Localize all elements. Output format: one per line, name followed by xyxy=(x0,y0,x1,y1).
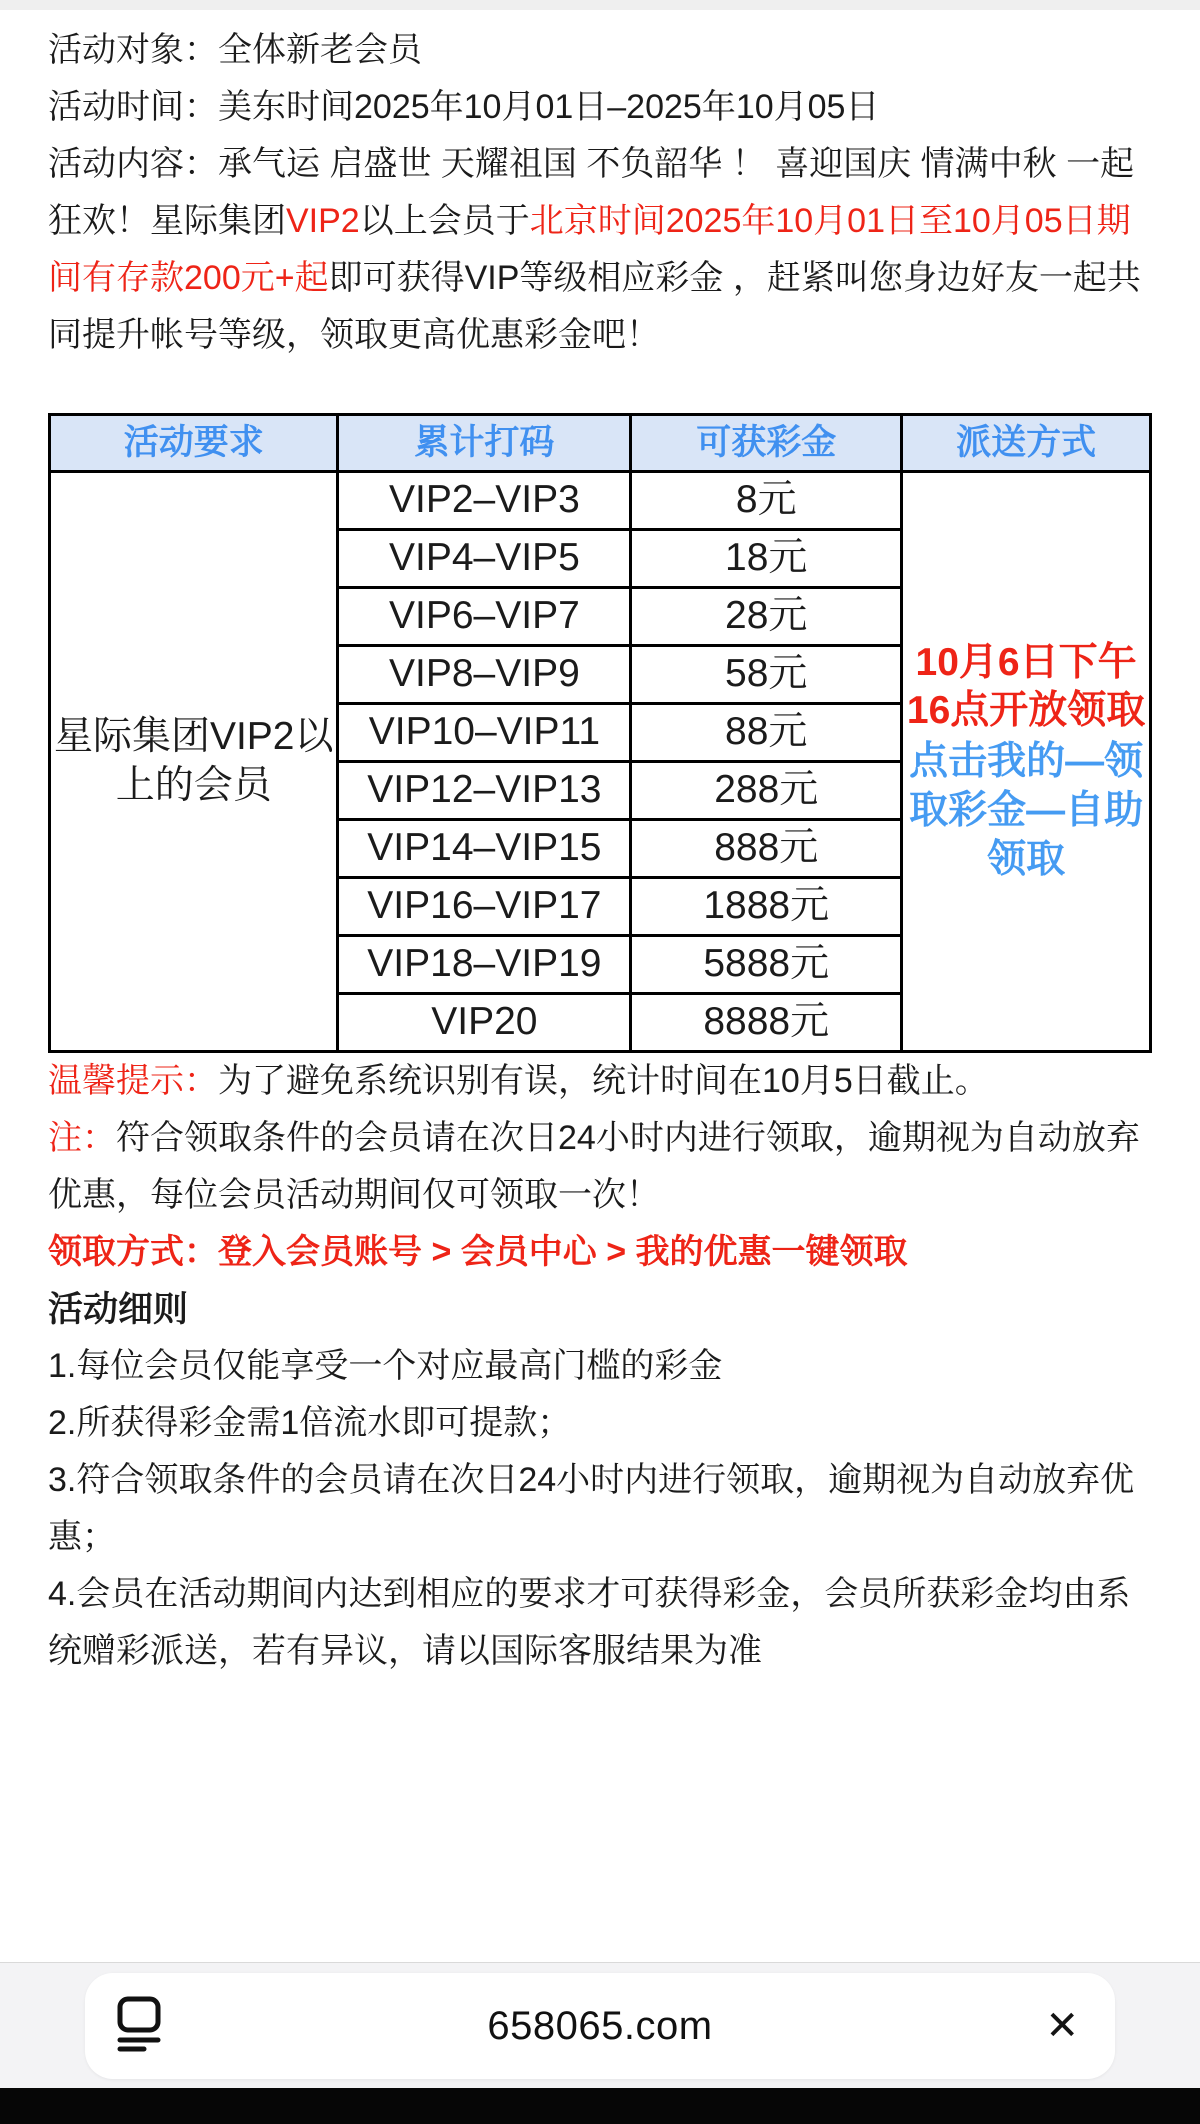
bonus-cell: 1888元 xyxy=(631,878,902,936)
address-bar[interactable] xyxy=(85,1973,1115,2079)
audience-line xyxy=(48,22,1152,79)
rule-item-2: 2.所获得彩金需1倍流水即可提款； xyxy=(48,1404,572,1442)
audience-text: 活动对象：全体新老会员 xyxy=(48,31,422,69)
vip-range-cell: VIP6–VIP7 xyxy=(338,588,631,646)
vip-range-cell: VIP10–VIP11 xyxy=(338,704,631,762)
claim-method-line: 领取方式：登入会员账号 > 会员中心 > 我的优惠一键领取 xyxy=(48,1233,908,1271)
header-delivery: 派送方式 xyxy=(902,415,1151,472)
time-line xyxy=(48,79,1152,136)
note-text: 符合领取条件的会员请在次日24小时内进行领取，逾期视为自动放弃优惠，每位会员活动期间仅可领取一次！ xyxy=(48,1119,1140,1214)
note-label: 注： xyxy=(48,1119,116,1157)
note-line xyxy=(48,1110,1152,1224)
top-strip xyxy=(0,0,1200,10)
delivery-cell xyxy=(902,472,1151,1052)
close-icon[interactable]: ✕ xyxy=(1039,2000,1085,2052)
requirement-cell: 星际集团VIP2以上的会员 xyxy=(50,472,338,1052)
bonus-cell: 288元 xyxy=(631,762,902,820)
bonus-cell: 28元 xyxy=(631,588,902,646)
bonus-cell: 888元 xyxy=(631,820,902,878)
rules-list xyxy=(48,1338,1152,1680)
rule-item-4: 4.会员在活动期间内达到相应的要求才可获得彩金，会员所获彩金均由系统赠彩派送，若有异议，请以国际客服结果为准 xyxy=(48,1575,1131,1670)
delivery-red-text: 10月6日下午16点开放领取 xyxy=(906,640,1146,733)
table-row xyxy=(50,472,1151,530)
bonus-cell: 18元 xyxy=(631,530,902,588)
header-wager: 累计打码 xyxy=(338,415,631,472)
content-line xyxy=(48,136,1152,364)
bonus-cell: 8元 xyxy=(631,472,902,530)
vip-range-cell: VIP12–VIP13 xyxy=(338,762,631,820)
header-bonus: 可获彩金 xyxy=(631,415,902,472)
home-indicator-bar xyxy=(0,2088,1200,2124)
vip-range-cell: VIP4–VIP5 xyxy=(338,530,631,588)
rules-title: 活动细则 xyxy=(48,1290,189,1329)
vip-range-cell: VIP2–VIP3 xyxy=(338,472,631,530)
bonus-cell: 5888元 xyxy=(631,936,902,994)
warm-tip-label: 温馨提示： xyxy=(48,1062,218,1100)
promo-content xyxy=(0,10,1200,1680)
bonus-cell: 88元 xyxy=(631,704,902,762)
rule-item-3: 3.符合领取条件的会员请在次日24小时内进行领取，逾期视为自动放弃优惠； xyxy=(48,1461,1135,1556)
content-text-deposit: 北京时间2025年10月01日至10月05日期间有存款200元+起 xyxy=(48,202,1131,297)
table-header-row xyxy=(50,415,1151,472)
delivery-blue-text: 点击我的—领取彩金—自助领取 xyxy=(909,740,1144,881)
content-text-vip2: VIP2 xyxy=(286,202,360,240)
vip-range-cell: VIP8–VIP9 xyxy=(338,646,631,704)
content-text-2: 以上会员于 xyxy=(359,202,530,240)
url-text: 658065.com xyxy=(487,2003,713,2048)
vip-range-cell: VIP20 xyxy=(338,994,631,1052)
header-requirement: 活动要求 xyxy=(50,415,338,472)
vip-range-cell: VIP18–VIP19 xyxy=(338,936,631,994)
time-text: 活动时间：美东时间2025年10月01日–2025年10月05日 xyxy=(48,88,880,126)
bonus-cell: 58元 xyxy=(631,646,902,704)
content-text-1: 活动内容：承气运 启盛世 天耀祖国 不负韶华 ！ 喜迎国庆 情满中秋 一起狂欢！星际集团 xyxy=(48,145,1135,240)
content-text-3: 即可获得VIP等级相应彩金 ，赶紧叫您身边好友一起共同提升帐号等级，领取更高优惠彩金吧！ xyxy=(48,259,1141,354)
warm-tip-text: 为了避免系统识别有误，统计时间在10月5日截止。 xyxy=(218,1062,989,1100)
vip-range-cell: VIP14–VIP15 xyxy=(338,820,631,878)
rule-item-1: 1.每位会员仅能享受一个对应最高门槛的彩金 xyxy=(48,1347,723,1385)
promo-table xyxy=(48,413,1152,1053)
warm-tip-line xyxy=(48,1053,1152,1110)
vip-range-cell: VIP16–VIP17 xyxy=(338,878,631,936)
bonus-cell: 8888元 xyxy=(631,994,902,1052)
